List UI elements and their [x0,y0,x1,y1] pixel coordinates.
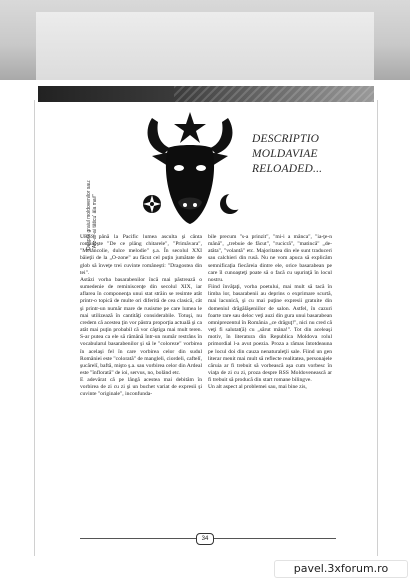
header-band-inner [36,12,374,80]
article-title [252,132,362,177]
crescent-icon [220,192,244,214]
body-column-left [80,234,202,399]
rose-icon [143,195,161,213]
page-number: 34 [196,533,214,545]
site-watermark[interactable]: pavel.3xforum.ro [274,560,408,578]
header-band [0,0,410,80]
aurochs-head-icon [130,104,250,230]
body-column-right [208,234,332,391]
body-text: URSS până la Pacific lumea asculta şi cânta româneşte "De ce plâng chitarele", "Primăvara", "Melancolie, dulce melodie" ş.a. În secolul XXI băieţii de la „O-zone" au făcut cel puţin jumătate de glob să înveţe trei cuvinte româneşti: "Dragostea din tei". Astăzi vorba basarabenilor încă mai păstrează o sumedenie de reminiscenţe din secolul XIX, iar aflarea în componenţa unui stat străin se resimte atât printr-o topică de multe ori diferită de cea clasică, cât şi printr-un număr mare de rusisme pe care lumea le mai utilizează în cantităţi considerabile. Totuşi, nu credem că acestea ţin vor păstra proporţia actuală şi ca atât mai puţin probabil că vor câştiga mai mult teren. S-ar putea ca ele să rămână într-un număr restrâns în vocabularul basarabenilor şi să le "coloreze" vorbirea în acelaşi fel în care vorbirea celor din sudul României este "colorată" de mangleli, ciordeli, caftelî, şucărelî, baftă, mişto ş.a. sau vorbirea celor din Ardeal este "înflorată" de ioi, servus, no, bolând etc. E adevărat că pe lângă acestea mai debităm în vorbirea de zi cu zi şi un buchet variat de expresii şi cuvinte "originale", inconfunda- [80,234,202,398]
body-text: bile precum "s-a prinzit", "mi-i a mânca", "ia-ţe-n mână", „trebuie de făcut", "rucicră", "matincă" „de-atâta", "volantă" etc. Majoritatea din ele sunt traduceri sau calchieri din rusă. Nu ne vom apuca să explicăm semnificaţia fiecăreia dintre ele, orice basarabean pe care îl cunoaşteţi poate să o facă cu uşurinţă în locul nostru. Fiind învăţaţi, vorba poetului, mai mult să tacă în limba lor, basarabenii au deprins o exprimare scurtă, mai lacunică, şi cu mai puţine expresii gratuite din domeniul drăgălăşeniilor de salon. Astfel, în cazuri foarte rare sau deloc veţi auzi din gura unui basarabean omniprezentul în România „ce drăguţ!", nici nu cred că veţi fi salutat(ă) cu „sărut mâna!". Tot din aceleaşi motiv, în literatura din Republica Moldova rolul primordial l-a avut poezia. Proza a rămas întotdeauna pe locul doi din cauza nenaturaleţii sale. Fiind un gen literar menit mai mult să reflecte realitatea, personajele căruia ar fi trebuit să vorbească aşa cum vorbesc în viaţa de zi cu zi, proza despre RSS Moldovenească ar fi trebuit să producă din start romane bilingve. Un alt aspect al problemei sau, mai bine zis, [208,234,332,391]
title-line: RELOADED... [252,163,323,175]
star-icon [174,112,206,143]
aurochs-emblem-icon [130,104,250,230]
title-line: DESCRIPTIO [252,133,320,145]
vertical-caption-text: Despre graiul moldovenilor sau: "Arz-ar-ai tăticu' ăla mai!" [86,179,98,250]
title-line: MOLDAVIAE [252,148,318,160]
